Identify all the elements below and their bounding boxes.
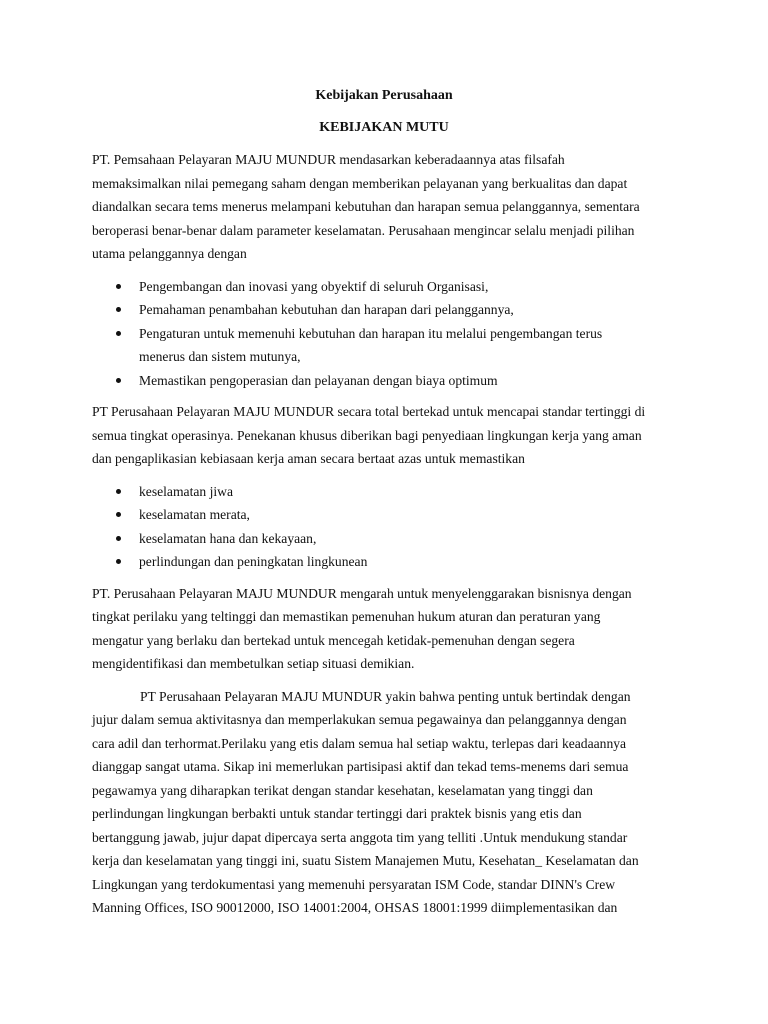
text-line: dan pengaplikasian kebiasaan kerja aman secara bertaat azas untuk memastikan — [92, 451, 525, 466]
list-item — [92, 275, 676, 299]
bullet-icon — [116, 512, 121, 517]
paragraph-intro — [92, 148, 676, 266]
text-line: Pengaturan untuk memenuhi kebutuhan dan harapan itu melalui pengembangan terus — [139, 325, 603, 341]
bullet-icon — [116, 378, 121, 383]
text-line: mengidentifikasi dan membetulkan setiap situasi demikian. — [92, 656, 415, 671]
list-item — [92, 369, 676, 393]
text-line: semua tingkat operasinya. Penekanan khusus diberikan bagi penyediaan lingkungan kerja yang aman — [92, 427, 642, 443]
text-line: PT. Pemsahaan Pelayaran MAJU MUNDUR mendasarkan keberadaannya atas filsafah — [92, 152, 565, 167]
bullet-list-objectives — [92, 275, 676, 393]
list-item — [92, 298, 676, 322]
text-line: menerus dan sistem mutunya, — [139, 349, 301, 364]
text-line: Memastikan pengoperasian dan pelayanan dengan biaya optimum — [139, 372, 498, 388]
section-heading: KEBIJAKAN MUTU — [319, 120, 449, 135]
bullet-list-safety — [92, 480, 676, 574]
text-line: perlindungan lingkungan berbakti untuk standar tertinggi dari praktek bisnis yang etis dan — [92, 806, 582, 821]
bullet-icon — [116, 559, 121, 564]
text-line: diandalkan secara tems menerus melampani kebutuhan dan harapan semua pelanggannya, sementara — [92, 199, 640, 214]
text-line: memaksimalkan nilai pemegang saham dengan memberikan pelayanan yang berkualitas dan dapat — [92, 175, 628, 191]
paragraph-ethics — [92, 685, 676, 920]
list-item — [92, 480, 676, 504]
text-line: Pemahaman penambahan kebutuhan dan harapan dari pelanggannya, — [139, 302, 514, 317]
text-line: bertanggung jawab, jujur dapat dipercaya serta anggota tim yang telliti .Untuk mendukung standar — [92, 829, 628, 845]
bullet-icon — [116, 489, 121, 494]
text-line: PT Perusahaan Pelayaran MAJU MUNDUR secara total bertekad untuk mencapai standar tertinggi di — [92, 404, 646, 419]
bullet-icon — [116, 284, 121, 289]
text-line: mengatur yang berlaku dan bertekad untuk mencegah ketidak-pemenuhan dengan segera — [92, 632, 575, 648]
list-item — [92, 322, 676, 369]
bullet-icon — [116, 536, 121, 541]
text-line: keselamatan jiwa — [139, 483, 233, 499]
text-line: beroperasi benar-benar dalam parameter keselamatan. Perusahaan mengincar selalu menjadi pilihan — [92, 222, 635, 238]
text-line: keselamatan merata, — [139, 507, 250, 522]
text-line: Manning Offices, ISO 90012000, ISO 14001:2004, OHSAS 18001:1999 diimplementasikan dan — [92, 900, 618, 915]
text-line: tingkat perilaku yang teltinggi dan memastikan pemenuhan hukum aturan dan peraturan yang — [92, 609, 601, 624]
text-line: perlindungan dan peningkatan lingkunean — [139, 554, 368, 569]
list-item — [92, 527, 676, 551]
text-line: kerja dan keselamatan yang tinggi ini, suatu Sistem Manajemen Mutu, Kesehatan_ Keselamatan dan — [92, 853, 639, 868]
text-line: keselamatan hana dan kekayaan, — [139, 530, 317, 546]
text-line: Lingkungan yang terdokumentasi yang memenuhi persyaratan ISM Code, standar DINN's Crew — [92, 876, 616, 892]
document-title: Kebijakan Perusahaan — [315, 88, 453, 103]
text-line: PT Perusahaan Pelayaran MAJU MUNDUR yakin bahwa penting untuk bertindak dengan — [140, 688, 631, 704]
text-line: dianggap sangat utama. Sikap ini memerlukan partisipasi aktif dan tekad tems-menems dari semua — [92, 759, 629, 774]
text-line: Pengembangan dan inovasi yang obyektif di seluruh Organisasi, — [139, 278, 489, 294]
bullet-icon — [116, 307, 121, 312]
list-item — [92, 503, 676, 527]
list-item — [92, 550, 676, 574]
text-line: utama pelanggannya dengan — [92, 246, 247, 261]
paragraph-compliance — [92, 582, 676, 676]
bullet-icon — [116, 331, 121, 336]
text-line: jujur dalam semua aktivitasnya dan memperlakukan semua pegawainya dan pelanggannya dengan — [92, 712, 627, 727]
text-line: cara adil dan terhormat.Perilaku yang etis dalam semua hal setiap waktu, terlepas dari keadaannya — [92, 735, 627, 751]
text-line: pegawamya yang diharapkan terikat dengan standar kesehatan, keselamatan yang tinggi dan — [92, 782, 593, 798]
paragraph-safety — [92, 400, 676, 471]
text-line: PT. Perusahaan Pelayaran MAJU MUNDUR mengarah untuk menyelenggarakan bisnisnya dengan — [92, 585, 632, 601]
